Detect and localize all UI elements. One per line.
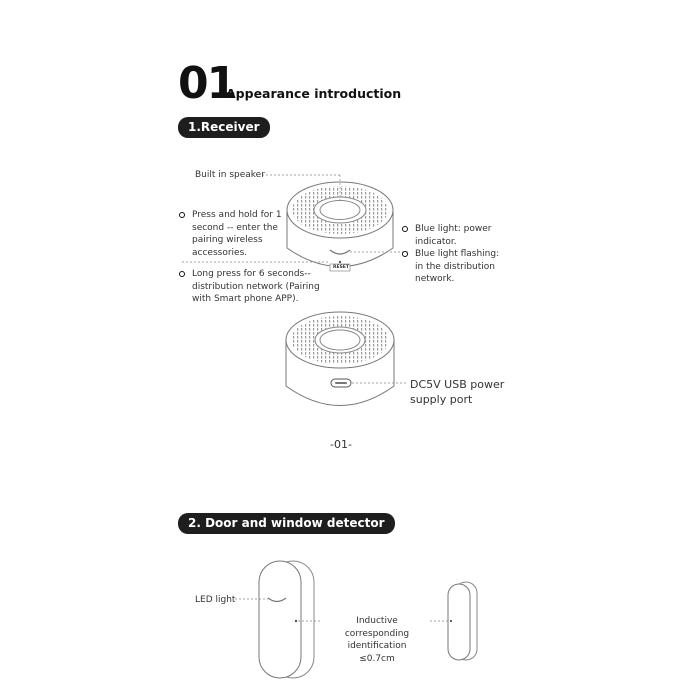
- callout-long-press: [192, 268, 322, 306]
- callout-usb-port: DC5V USB power supply port: [410, 378, 505, 406]
- section-title: Appearance introduction: [226, 86, 402, 101]
- callout-inductive: [323, 615, 431, 665]
- bullet-icon: [402, 226, 408, 232]
- callout-blue-flash-text: Blue light flashing: in the distribution network.: [415, 249, 500, 284]
- bullet-icon: [179, 212, 185, 218]
- reset-button-label: RESET: [333, 265, 349, 270]
- callout-press-hold: [192, 209, 284, 259]
- callout-blue-light-text: Blue light: power indicator.: [415, 224, 492, 247]
- door-magnet-illustration: [448, 582, 477, 660]
- callout-long-press-text: Long press for 6 seconds-- distribution network (Pairing with Smart phone APP).: [192, 269, 320, 304]
- door-sensor-illustration: [259, 561, 314, 678]
- callout-blue-flash: [415, 248, 505, 286]
- callout-press-hold-text: Press and hold for 1 second -- enter the pairing wireless accessories.: [192, 210, 282, 258]
- detector-section-label: 2. Door and window detector: [178, 513, 395, 534]
- section-number: 01: [178, 58, 236, 109]
- callout-inductive-line2: identification: [347, 641, 407, 651]
- receiver-section-label: 1.Receiver: [178, 117, 270, 138]
- page-number: -01-: [330, 438, 352, 451]
- callout-inductive-line3: ≤0.7cm: [359, 653, 395, 664]
- bullet-icon: [402, 251, 408, 257]
- callout-inductive-line1: Inductive corresponding: [344, 616, 410, 639]
- callout-speaker: Built in speaker: [195, 170, 265, 180]
- bullet-icon: [179, 271, 185, 277]
- callout-led: LED light: [195, 595, 236, 605]
- callout-blue-light: [415, 223, 505, 248]
- receiver-illustration-usb: [286, 312, 394, 406]
